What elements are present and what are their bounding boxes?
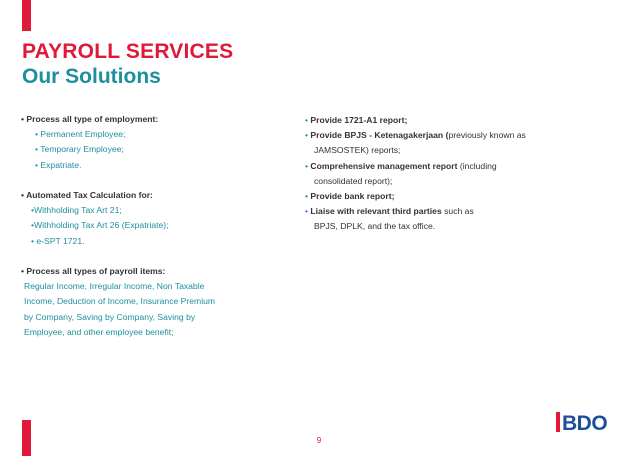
employment-item: • Temporary Employee; [35, 144, 124, 155]
right-column [305, 113, 605, 235]
bullet: • [305, 130, 309, 141]
tax-item: •Withholding Tax Art 26 (Expatriate); [31, 220, 169, 231]
tax-heading: • Automated Tax Calculation for: [21, 190, 153, 200]
report-item-continuation: JAMSOSTEK) reports; [314, 145, 401, 156]
report-item-bold: Provide BPJS - Ketenagakerjaan ( [310, 130, 449, 141]
payroll-items-heading: • Process all types of payroll items: [21, 266, 166, 276]
report-item-normal: previously known as [448, 130, 526, 141]
tax-item: •Withholding Tax Art 21; [31, 205, 122, 216]
bdo-logo-bar [556, 412, 560, 432]
report-item-bold: Comprehensive management report [310, 160, 458, 171]
report-item-1721 [305, 113, 605, 128]
report-item-bold: Provide bank report; [310, 191, 395, 202]
left-column [21, 112, 291, 340]
bullet: • [305, 191, 309, 202]
bullet: • [305, 115, 309, 125]
bdo-logo [556, 410, 618, 434]
report-item-liaise [305, 204, 605, 219]
report-item-bold: Provide 1721-A1 report; [310, 115, 408, 125]
spacer [21, 173, 291, 188]
report-item-normal: (including [457, 160, 497, 171]
payroll-items-line: by Company, Saving by Company, Saving by [24, 311, 196, 322]
bullet: • [305, 206, 309, 217]
payroll-items-line: Income, Deduction of Income, Insurance Premium [24, 296, 216, 307]
report-item-normal: such as [441, 206, 474, 217]
report-item-bpjs [305, 128, 605, 143]
page-subtitle: Our Solutions [22, 65, 161, 88]
report-item-bank [305, 189, 605, 204]
bdo-logo-text: BDO [562, 412, 608, 434]
employment-item: • Expatriate. [35, 159, 82, 170]
spacer [21, 249, 291, 264]
page-title: PAYROLL SERVICES [22, 40, 234, 63]
payroll-items-line: Employee, and other employee benefit; [24, 326, 174, 337]
accent-bar-top [22, 0, 31, 31]
bullet: • [305, 160, 309, 171]
employment-item: • Permanent Employee; [35, 129, 126, 140]
report-item-bold: Liaise with relevant third parties [310, 206, 442, 217]
report-item-management [305, 159, 605, 174]
tax-item: • e-SPT 1721. [31, 235, 85, 246]
report-item-continuation: consolidated report); [314, 175, 393, 186]
report-item-continuation: BPJS, DPLK, and the tax office. [314, 221, 436, 232]
page-number: 9 [316, 436, 322, 445]
accent-bar-bottom [22, 420, 31, 456]
payroll-items-line: Regular Income, Irregular Income, Non Taxable [24, 281, 205, 292]
employment-heading: • Process all type of employment: [21, 114, 159, 124]
